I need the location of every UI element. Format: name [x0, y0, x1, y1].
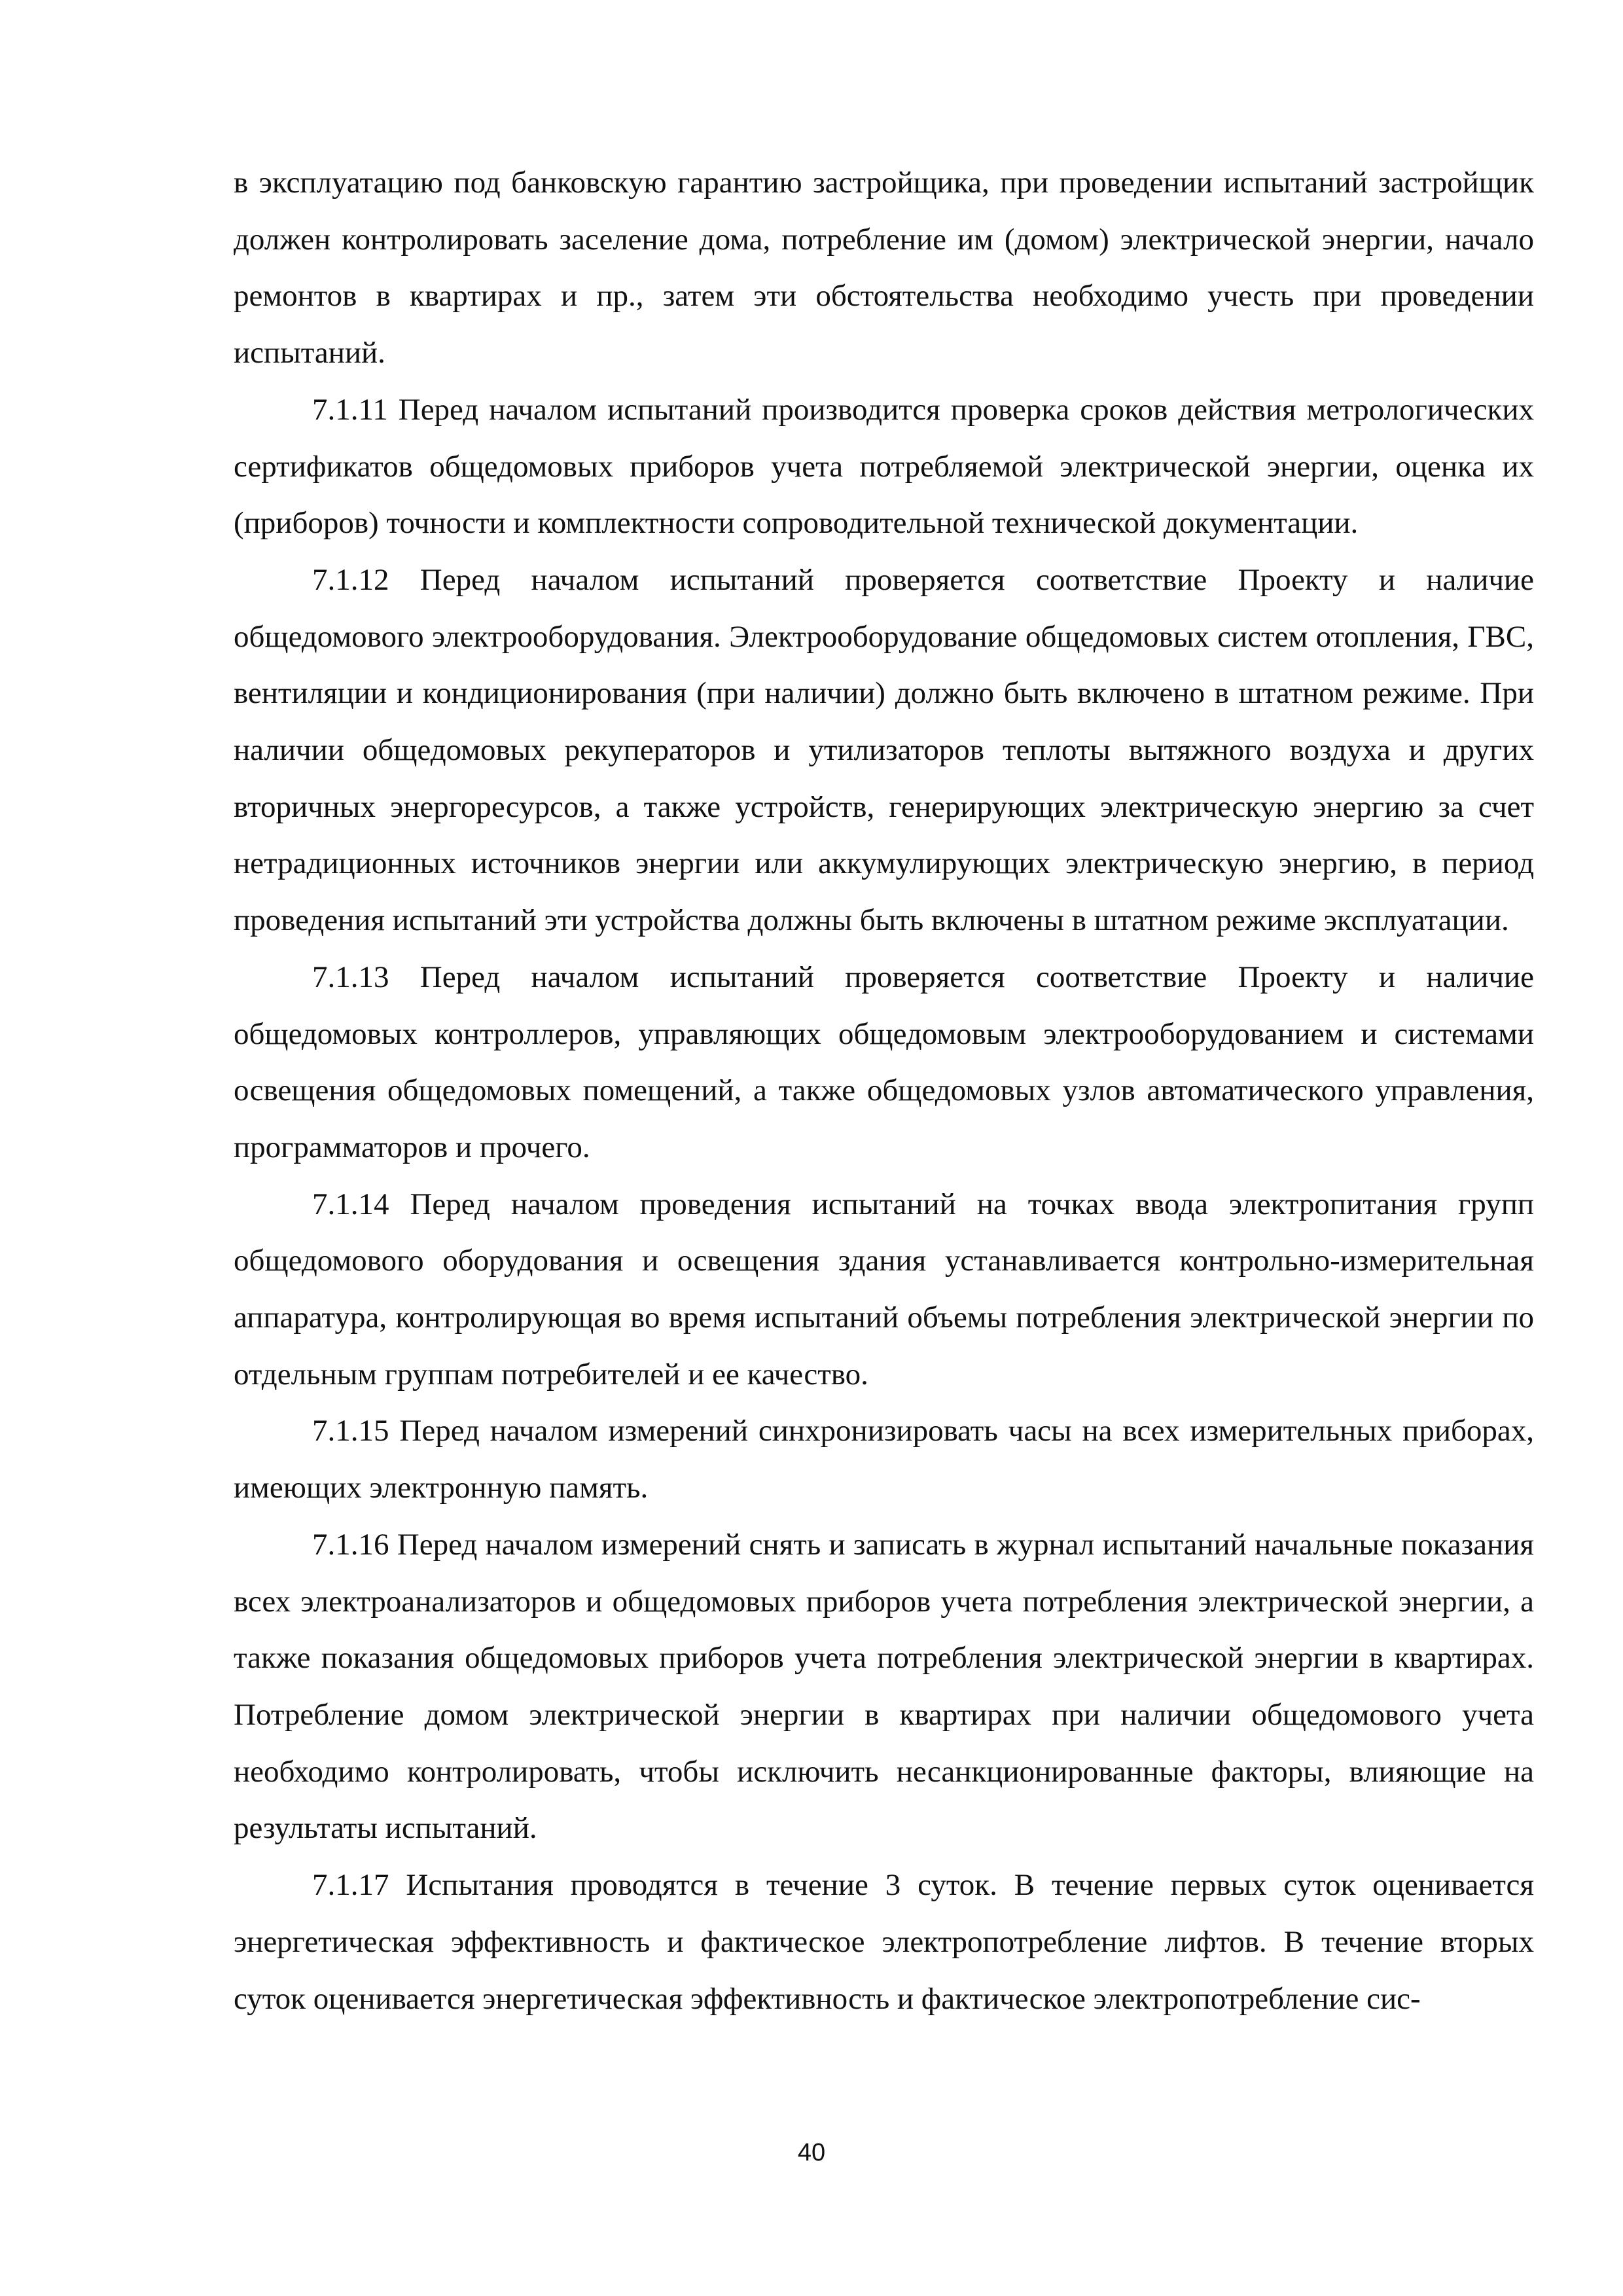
page-number: 40 — [797, 2139, 826, 2166]
paragraph-7-1-12: 7.1.12 Перед началом испытаний проверяется соответствие Проекту и наличие общедомового электрооборудования. Электрооборудование общедомовых систем отопления, ГВС, вентиляции и кондиционирования (при наличии) должно быть включено в штатном режиме. При наличии общедомовых рекуператоров и утилизаторов теплоты вытяжного воздуха и других вторичных энергоресурсов, а также устройств, генерирующих электрическую энергию за счет нетрадиционных источников энергии или аккумулирующих электрическую энергию, в период проведения испытаний эти устройства должны быть включены в штатном режиме эксплуатации. — [234, 562, 1534, 938]
paragraph-7-1-16: 7.1.16 Перед началом измерений снять и записать в журнал испытаний начальные показания всех электроанализаторов и общедомовых приборов учета потребления электрической энергии, а также показания общедомовых приборов учета потребления электрической энергии в квартирах. Потребление домом электрической энергии в квартирах при наличии общедомового учета необходимо контролировать, чтобы исключить несанкционированные факторы, влияющие на результаты испытаний. — [234, 1527, 1534, 1846]
paragraph-7-1-17: 7.1.17 Испытания проводятся в течение 3 суток. В течение первых суток оценивается энергетическая эффективность и фактическое электропотребление лифтов. В течение вторых суток оценивается энергетическая эффективность и фактическое электропотребление сис- — [234, 1868, 1534, 2016]
paragraph-7-1-11: 7.1.11 Перед началом испытаний производится проверка сроков действия метрологических сертификатов общедомовых приборов учета потребляемой электрической энергии, оценка их (приборов) точности и комплектности сопроводительной технической документации. — [234, 392, 1534, 541]
document-body — [234, 154, 1534, 2027]
paragraph-7-1-13: 7.1.13 Перед началом испытаний проверяется соответствие Проекту и наличие общедомовых контроллеров, управляющих общедомовым электрооборудованием и системами освещения общедомовых помещений, а также общедомовых узлов автоматического управления, программаторов и прочего. — [234, 960, 1534, 1164]
paragraph-7-1-14: 7.1.14 Перед началом проведения испытаний на точках ввода электропитания групп общедомового оборудования и освещения здания устанавливается контрольно-измерительная аппаратура, контролирующая во время испытаний объемы потребления электрической энергии по отдельным группам потребителей и ее качество. — [234, 1187, 1534, 1391]
paragraph-continuation: в эксплуатацию под банковскую гарантию застройщика, при проведении испытаний застройщик должен контролировать заселение дома, потребление им (домом) электрической энергии, начало ремонтов в квартирах и пр., затем эти обстоятельства необходимо учесть при проведении испытаний. — [234, 166, 1534, 370]
paragraph-7-1-15: 7.1.15 Перед началом измерений синхронизировать часы на всех измерительных приборах, имеющих электронную память. — [234, 1414, 1534, 1505]
